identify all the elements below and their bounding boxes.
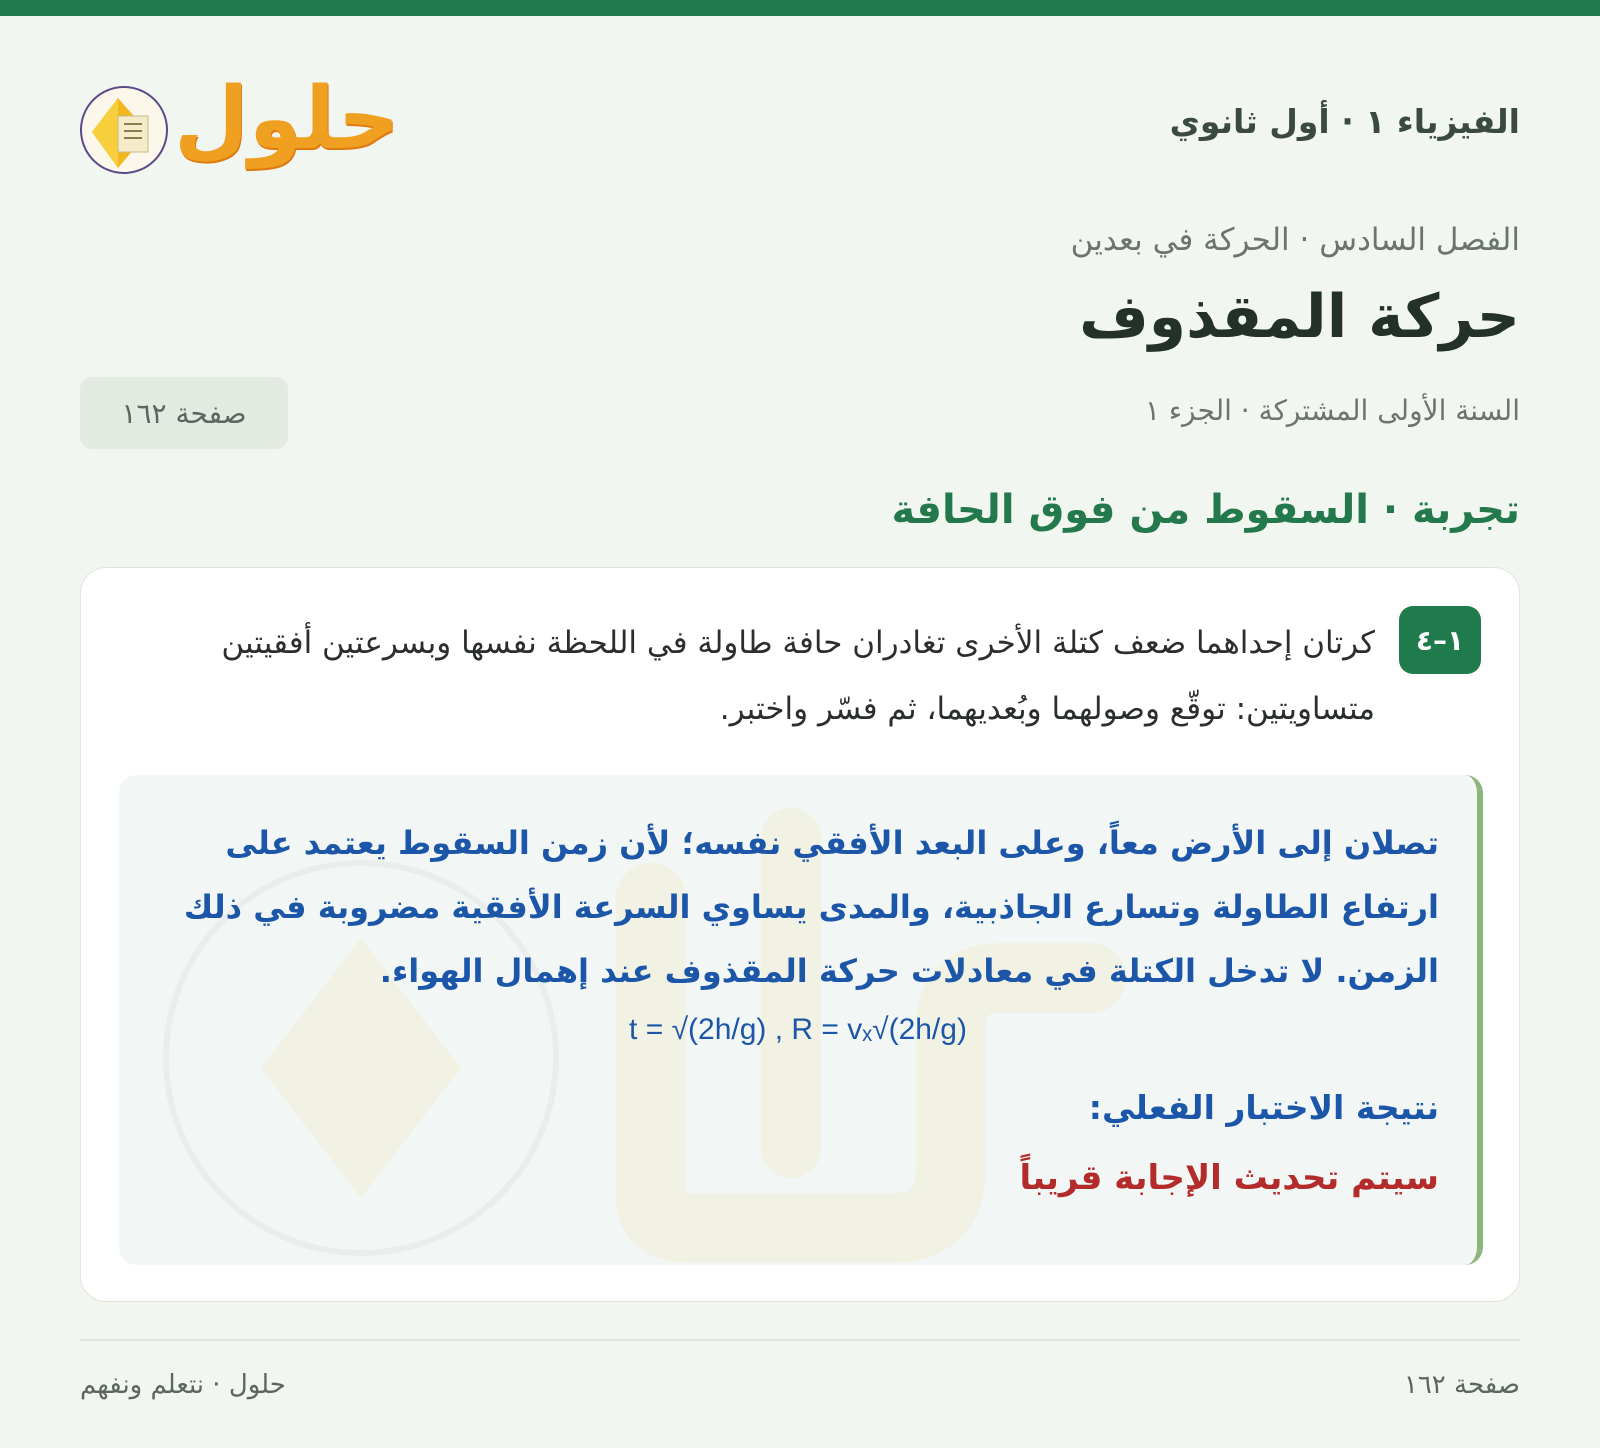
question-card xyxy=(80,567,1520,1302)
page-title: حركة المقذوف xyxy=(1079,282,1520,352)
result-pending-text: سيتم تحديث الإجابة قريباً xyxy=(1019,1158,1439,1198)
page-number-badge: صفحة ١٦٢ xyxy=(80,377,288,449)
footer-divider xyxy=(80,1339,1520,1341)
footer-page-number: صفحة ١٦٢ xyxy=(1403,1370,1520,1400)
answer-text: تصلان إلى الأرض معاً، وعلى البعد الأفقي نفسه؛ لأن زمن السقوط يعتمد على ارتفاع الطاولة وتسارع الجاذبية، والمدى يساوي السرعة الأفقية مضروبة في ذلك الزمن. لا تدخل الكتلة في معادلات حركة المقذوف عند إهمال الهواء. xyxy=(183,824,1439,990)
section-heading: تجربة · السقوط من فوق الحافة xyxy=(891,487,1520,533)
subject-title: الفيزياء ١ · أول ثانوي xyxy=(1169,102,1520,141)
answer-box xyxy=(119,775,1483,1265)
chapter-label: الفصل السادس · الحركة في بعدين xyxy=(1070,222,1520,258)
question-number-badge: ١–٤ xyxy=(1399,606,1481,674)
footer-brand: حلول · نتعلم ونفهم xyxy=(80,1370,286,1400)
formula: t = √(2h/g) , R = vₓ√(2h/g) xyxy=(629,1013,967,1046)
brand-logo[interactable] xyxy=(80,66,400,176)
book-diamond-icon xyxy=(80,86,168,174)
logo-wordmark: حلول xyxy=(174,69,400,169)
result-label: نتيجة الاختبار الفعلي: xyxy=(1088,1088,1439,1127)
header xyxy=(80,66,1520,186)
top-accent-bar xyxy=(0,0,1600,16)
question-text: كرتان إحداهما ضعف كتلة الأخرى تغادران حافة طاولة في اللحظة نفسها وبسرعتين أفقيتين متساويتين: توقّع وصولهما وبُعديهما، ثم فسّر واختبر. xyxy=(221,625,1375,727)
lesson-meta: السنة الأولى المشتركة · الجزء ١ xyxy=(1144,394,1520,427)
